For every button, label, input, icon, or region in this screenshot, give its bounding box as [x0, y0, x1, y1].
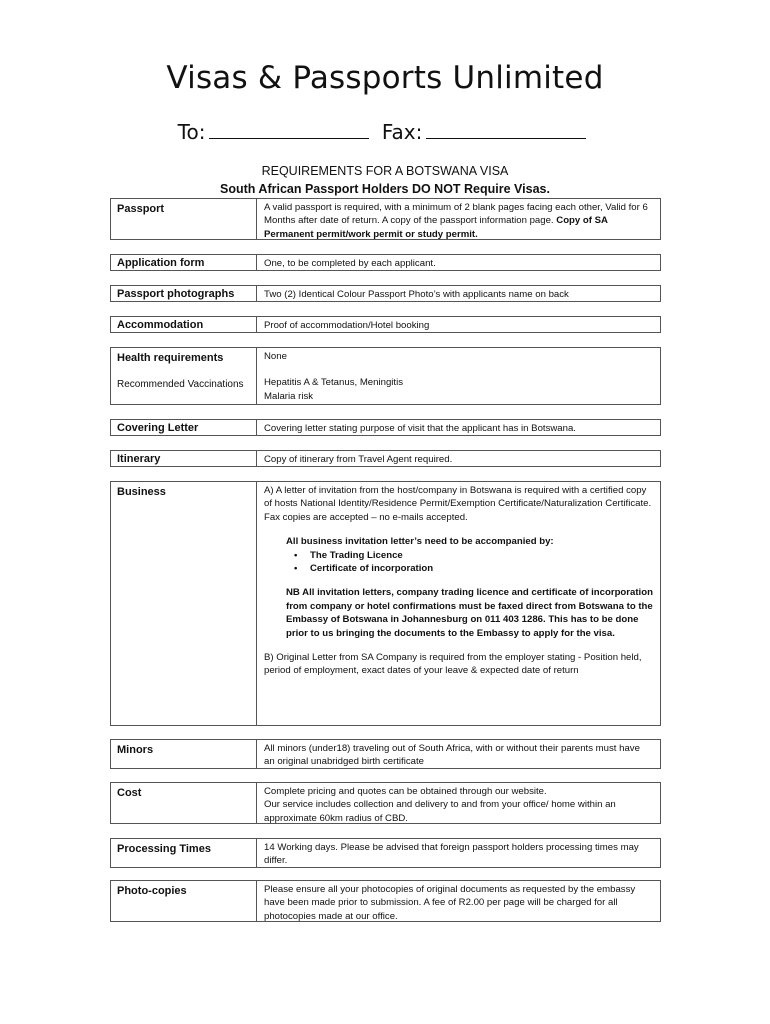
- business-nb: NB All invitation letters, company trading licence and certificate of incorporation from company or hotel confirmations must be faxed direct from Botswana to the Embassy of Botswana in Johannesburg on 011 403 1286. This has to be done prior to us bringing the documents to the Embassy to apply for the visa.: [286, 587, 653, 639]
- row-application-form: [110, 254, 661, 271]
- vaccination-2: Malaria risk: [264, 390, 314, 402]
- row-passport: [110, 198, 661, 240]
- row-value: Please ensure all your photocopies of original documents as requested by the embassy have been made prior to submission. A fee of R2.00 per page will be charged for all photocopies made at our office.: [264, 884, 636, 922]
- row-label: [111, 348, 257, 404]
- row-health-requirements: [110, 347, 661, 405]
- row-label: Processing Times: [111, 839, 257, 867]
- row-covering-letter: [110, 419, 661, 436]
- to-fax-line: [0, 120, 770, 144]
- row-processing-times: [110, 838, 661, 868]
- row-label: Passport: [111, 199, 257, 239]
- passport-bold-text: Copy of SA Permanent permit/work permit or study permit.: [264, 215, 608, 240]
- fax-blank: [426, 120, 586, 139]
- vaccination-1: Hepatitis A & Tetanus, Meningitis: [264, 377, 404, 389]
- business-b-text: B) Original Letter from SA Company is required from the employer stating - Position held, period of employment, exact dates of your leave & expected date of return: [264, 652, 642, 677]
- health-label: Health requirements: [117, 352, 224, 364]
- cost-text-1: Complete pricing and quotes can be obtained through our website.: [264, 786, 547, 797]
- row-accommodation: [110, 316, 661, 333]
- row-value: All minors (under18) traveling out of South Africa, with or without their parents must have an original unabridged birth certificate: [264, 743, 640, 768]
- row-label: Covering Letter: [111, 420, 257, 435]
- requirements-title: REQUIREMENTS FOR A BOTSWANA VISA: [261, 164, 509, 178]
- row-value: Copy of itinerary from Travel Agent required.: [264, 454, 453, 465]
- health-text: None: [264, 351, 287, 362]
- fax-label: Fax:: [381, 120, 423, 144]
- to-label: To:: [177, 120, 206, 144]
- row-cost: [110, 782, 661, 824]
- row-business: [110, 481, 661, 726]
- business-accompany: All business invitation letter’s need to be accompanied by:: [286, 536, 554, 548]
- business-a-text: A) A letter of invitation from the host/company in Botswana is required with a certified copy of hosts National Identity/Residence Permit/Exemption Certificate/Naturalization Certificate. Fax copies are accepted – no e-mails accepted.: [264, 485, 652, 523]
- row-label: Accommodation: [111, 317, 257, 332]
- row-value: One, to be completed by each applicant.: [264, 258, 436, 269]
- row-value: [257, 199, 660, 239]
- row-value: Proof of accommodation/Hotel booking: [264, 320, 430, 331]
- row-value: [257, 348, 660, 404]
- bullet-trading-licence: • The Trading Licence: [264, 549, 653, 562]
- row-label: Itinerary: [111, 451, 257, 466]
- passport-text: A valid passport is required, with a minimum of 2 blank pages facing each other, Valid for 6 Months after date of return. A copy of the passport information page.: [264, 202, 648, 227]
- row-label: Application form: [111, 255, 257, 270]
- row-value: [257, 482, 660, 725]
- row-label: Business: [111, 482, 257, 725]
- row-itinerary: [110, 450, 661, 467]
- notice: South African Passport Holders DO NOT Require Visas.: [220, 182, 550, 196]
- row-passport-photographs: [110, 285, 661, 302]
- row-label: Photo-copies: [111, 881, 257, 921]
- row-label: Passport photographs: [111, 286, 257, 301]
- page-title: Visas & Passports Unlimited: [166, 60, 604, 96]
- vaccinations-label: Recommended Vaccinations: [117, 379, 244, 390]
- row-label: Minors: [111, 740, 257, 768]
- row-minors: [110, 739, 661, 769]
- row-value: [257, 783, 660, 823]
- to-blank: [209, 120, 369, 139]
- row-value: Two (2) Identical Colour Passport Photo’s with applicants name on back: [264, 289, 569, 300]
- row-photo-copies: [110, 880, 661, 922]
- cost-text-2: Our service includes collection and delivery to and from your office/ home within an approximate 60km radius of CBD.: [264, 799, 616, 824]
- row-value: 14 Working days. Please be advised that foreign passport holders processing times may differ.: [264, 842, 639, 867]
- bullet-certificate: • Certificate of incorporation: [264, 562, 653, 575]
- row-label: Cost: [111, 783, 257, 823]
- row-value: Covering letter stating purpose of visit that the applicant has in Botswana.: [264, 423, 576, 434]
